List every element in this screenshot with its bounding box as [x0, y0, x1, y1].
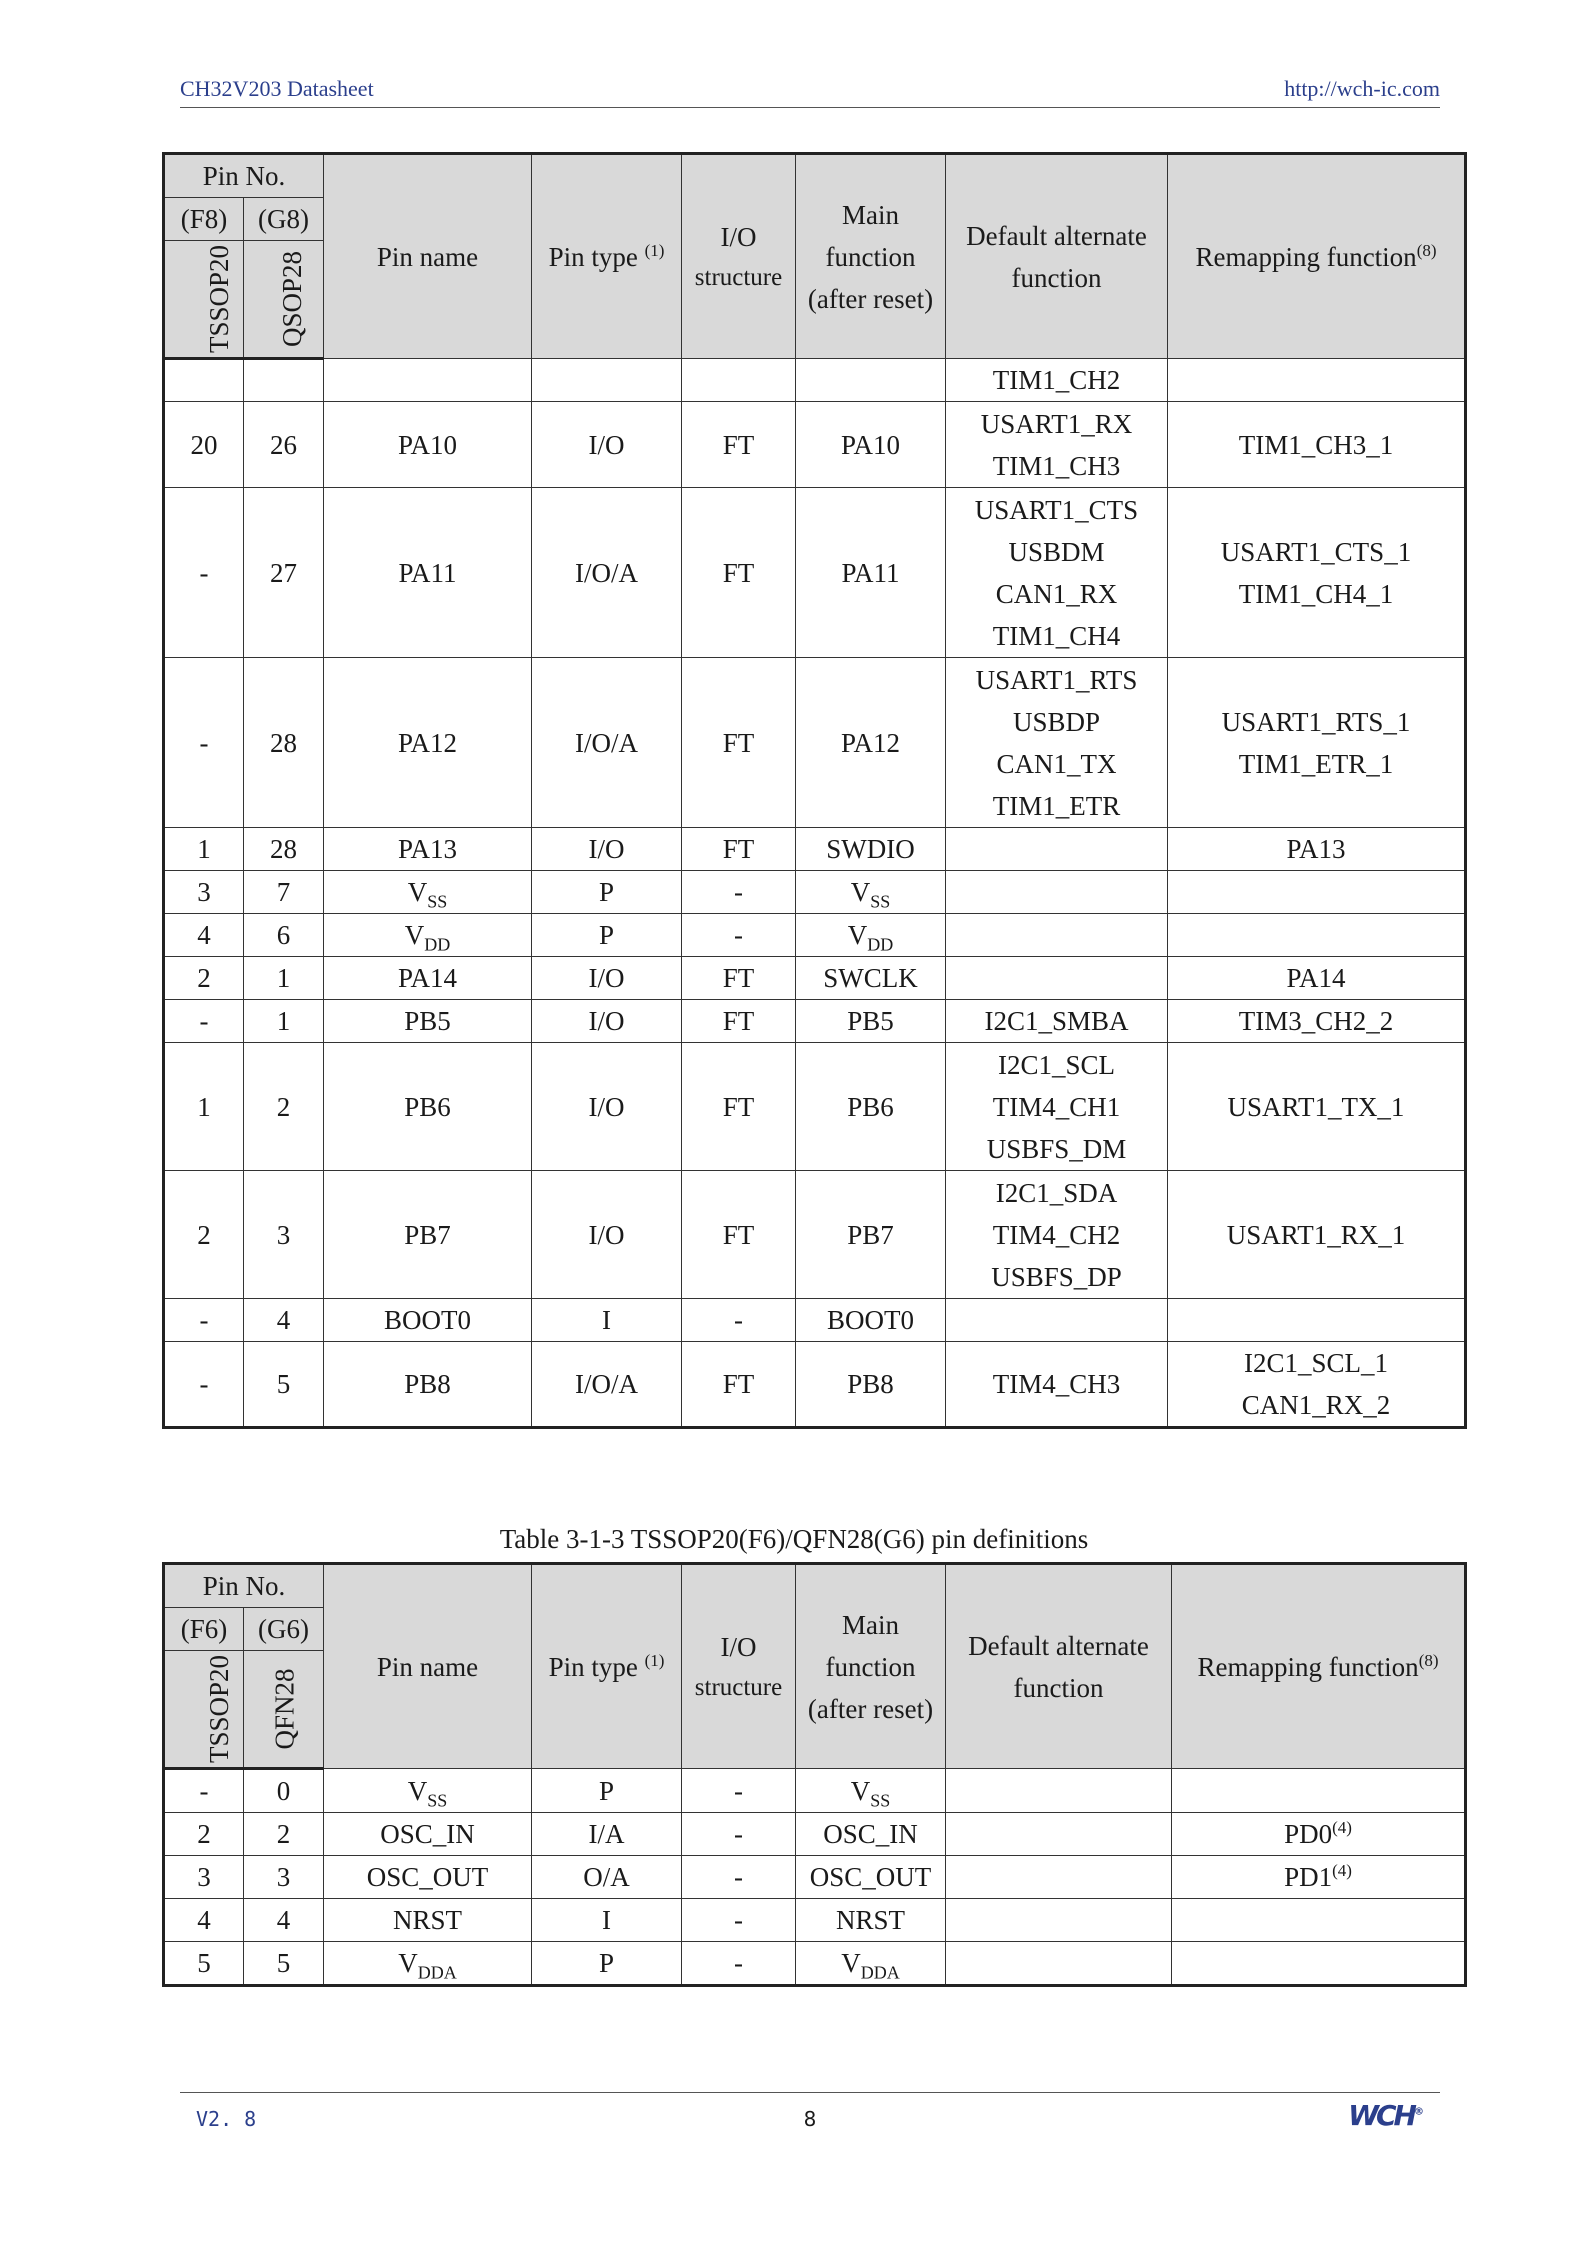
remapping-function [1172, 1769, 1466, 1813]
header-default-alternate: Default alternate function [946, 1564, 1172, 1769]
io-structure: FT [682, 402, 796, 488]
main-function: OSC_IN [796, 1813, 946, 1856]
table-row [164, 1813, 1466, 1856]
pin-no-b: 6 [244, 914, 324, 957]
header-io-structure: I/O structure [682, 154, 796, 359]
pin-no-b: 28 [244, 658, 324, 828]
main-function: PA10 [796, 402, 946, 488]
pin-type: I/O [532, 1043, 682, 1171]
main-function: $V_{DD}$ [796, 914, 946, 957]
pin-type: I/O/A [532, 1342, 682, 1428]
pin-type: I/O [532, 1171, 682, 1299]
table-header [164, 1564, 1466, 1769]
table-body [164, 359, 1466, 1428]
pin-no-b: 7 [244, 871, 324, 914]
io-structure: - [682, 1299, 796, 1342]
header-package-b-name: QSOP28 [244, 241, 324, 359]
io-structure [682, 359, 796, 402]
pin-name: $V_{DD}$ [324, 914, 532, 957]
pin-type: I [532, 1899, 682, 1942]
default-alternate-function [946, 1856, 1172, 1899]
io-structure: FT [682, 1043, 796, 1171]
header-pin-no: Pin No. [164, 154, 324, 198]
pin-name: OSC_OUT [324, 1856, 532, 1899]
pin-no-b [244, 359, 324, 402]
pin-type: I/A [532, 1813, 682, 1856]
version-label: V2. 8 [196, 2107, 257, 2131]
remapping-function: USART1_CTS_1 TIM1_CH4_1 [1168, 488, 1466, 658]
pin-no-a: - [164, 1299, 244, 1342]
page-header [180, 74, 1440, 108]
main-function: $V_{SS}$ [796, 871, 946, 914]
document-title: CH32V203 Datasheet [180, 76, 374, 101]
header-pin-type: Pin type $^{(1)}$ [532, 1564, 682, 1769]
io-structure: - [682, 914, 796, 957]
pin-definitions-table-2 [162, 1562, 1467, 1987]
table-row [164, 402, 1466, 488]
table-row [164, 1342, 1466, 1428]
header-main-function: Main function (after reset) [796, 154, 946, 359]
pin-name: PB7 [324, 1171, 532, 1299]
table-row [164, 1000, 1466, 1043]
pin-no-a: 1 [164, 828, 244, 871]
table-row [164, 488, 1466, 658]
pin-name: PA14 [324, 957, 532, 1000]
remapping-function: PD1$^{(4)}$ [1172, 1856, 1466, 1899]
header-io-structure: I/O structure [682, 1564, 796, 1769]
default-alternate-function [946, 1942, 1172, 1986]
pin-name: PA13 [324, 828, 532, 871]
main-function: SWDIO [796, 828, 946, 871]
table-row [164, 1899, 1466, 1942]
table-row [164, 1942, 1466, 1986]
io-structure: - [682, 1769, 796, 1813]
pin-no-a [164, 359, 244, 402]
table-row [164, 1043, 1466, 1171]
pin-name: PB6 [324, 1043, 532, 1171]
pin-no-a: 3 [164, 1856, 244, 1899]
remapping-function: USART1_RTS_1 TIM1_ETR_1 [1168, 658, 1466, 828]
pin-name: PB5 [324, 1000, 532, 1043]
default-alternate-function [946, 828, 1168, 871]
remapping-function [1168, 359, 1466, 402]
pin-no-a: 1 [164, 1043, 244, 1171]
pin-no-a: 4 [164, 1899, 244, 1942]
pin-name: $V_{SS}$ [324, 871, 532, 914]
io-structure: FT [682, 957, 796, 1000]
pin-no-b: 3 [244, 1171, 324, 1299]
header-package-b: (G6) [244, 1608, 324, 1651]
header-remapping: Remapping function$^{(8)}$ [1168, 154, 1466, 359]
main-function: PB7 [796, 1171, 946, 1299]
pin-no-a: - [164, 1769, 244, 1813]
remapping-function [1172, 1942, 1466, 1986]
pin-no-b: 5 [244, 1342, 324, 1428]
pin-no-a: 2 [164, 957, 244, 1000]
pin-type: O/A [532, 1856, 682, 1899]
io-structure: FT [682, 1342, 796, 1428]
pin-no-a: 2 [164, 1171, 244, 1299]
pin-type: I/O/A [532, 488, 682, 658]
remapping-function: PA14 [1168, 957, 1466, 1000]
pin-type: I/O [532, 1000, 682, 1043]
header-pin-name: Pin name [324, 1564, 532, 1769]
main-function: SWCLK [796, 957, 946, 1000]
table-row [164, 957, 1466, 1000]
header-package-b: (G8) [244, 198, 324, 241]
io-structure: - [682, 1899, 796, 1942]
pin-no-b: 5 [244, 1942, 324, 1986]
pin-no-b: 4 [244, 1899, 324, 1942]
pin-type: I [532, 1299, 682, 1342]
io-structure: - [682, 1856, 796, 1899]
header-package-a-name: TSSOP20 [164, 241, 244, 359]
pin-name: PA11 [324, 488, 532, 658]
default-alternate-function [946, 1299, 1168, 1342]
table-caption: Table 3-1-3 TSSOP20(F6)/QFN28(G6) pin definitions [499, 1524, 1089, 1554]
website-url: http://wch-ic.com [1284, 76, 1440, 101]
pin-name [324, 359, 532, 402]
wch-logo: WCH® [1348, 2099, 1424, 2132]
table-header [164, 154, 1466, 359]
default-alternate-function: I2C1_SCL TIM4_CH1 USBFS_DM [946, 1043, 1168, 1171]
main-function: BOOT0 [796, 1299, 946, 1342]
table-row [164, 359, 1466, 402]
pin-no-b: 4 [244, 1299, 324, 1342]
pin-no-b: 0 [244, 1769, 324, 1813]
main-function: PA11 [796, 488, 946, 658]
pin-no-a: 4 [164, 914, 244, 957]
main-function: PA12 [796, 658, 946, 828]
table-row [164, 871, 1466, 914]
page-footer [180, 2092, 1440, 2152]
remapping-function: PA13 [1168, 828, 1466, 871]
pin-type: P [532, 914, 682, 957]
main-function: OSC_OUT [796, 1856, 946, 1899]
header-package-b-name: QFN28 [244, 1651, 324, 1769]
default-alternate-function: TIM1_CH2 [946, 359, 1168, 402]
main-function: PB5 [796, 1000, 946, 1043]
pin-type: I/O [532, 828, 682, 871]
pin-no-a: 5 [164, 1942, 244, 1986]
header-remapping: Remapping function$^{(8)}$ [1172, 1564, 1466, 1769]
pin-type [532, 359, 682, 402]
default-alternate-function [946, 957, 1168, 1000]
header-pin-no: Pin No. [164, 1564, 324, 1608]
default-alternate-function [946, 1813, 1172, 1856]
pin-type: I/O [532, 402, 682, 488]
io-structure: FT [682, 488, 796, 658]
pin-type: P [532, 871, 682, 914]
io-structure: - [682, 871, 796, 914]
pin-no-b: 28 [244, 828, 324, 871]
pin-no-a: 20 [164, 402, 244, 488]
header-package-a-name: TSSOP20 [164, 1651, 244, 1769]
pin-name: BOOT0 [324, 1299, 532, 1342]
header-package-a: (F8) [164, 198, 244, 241]
header-package-a: (F6) [164, 1608, 244, 1651]
pin-no-a: - [164, 1000, 244, 1043]
io-structure: FT [682, 1171, 796, 1299]
pin-name: PB8 [324, 1342, 532, 1428]
table-row [164, 828, 1466, 871]
io-structure: FT [682, 658, 796, 828]
table-row [164, 1769, 1466, 1813]
pin-no-a: - [164, 488, 244, 658]
default-alternate-function [946, 914, 1168, 957]
pin-no-b: 1 [244, 1000, 324, 1043]
remapping-function [1168, 914, 1466, 957]
default-alternate-function [946, 871, 1168, 914]
io-structure: FT [682, 1000, 796, 1043]
pin-type: I/O/A [532, 658, 682, 828]
pin-name: PA12 [324, 658, 532, 828]
pin-no-b: 3 [244, 1856, 324, 1899]
pin-name: PA10 [324, 402, 532, 488]
remapping-function [1168, 871, 1466, 914]
pin-no-b: 2 [244, 1813, 324, 1856]
pin-no-b: 27 [244, 488, 324, 658]
remapping-function: TIM1_CH3_1 [1168, 402, 1466, 488]
table-row [164, 658, 1466, 828]
pin-type: I/O [532, 957, 682, 1000]
remapping-function: PD0$^{(4)}$ [1172, 1813, 1466, 1856]
remapping-function: TIM3_CH2_2 [1168, 1000, 1466, 1043]
main-function [796, 359, 946, 402]
header-default-alternate: Default alternate function [946, 154, 1168, 359]
pin-name: NRST [324, 1899, 532, 1942]
pin-type: P [532, 1942, 682, 1986]
default-alternate-function [946, 1899, 1172, 1942]
remapping-function: USART1_TX_1 [1168, 1043, 1466, 1171]
default-alternate-function [946, 1769, 1172, 1813]
pin-no-a: 3 [164, 871, 244, 914]
pin-no-b: 26 [244, 402, 324, 488]
remapping-function: USART1_RX_1 [1168, 1171, 1466, 1299]
io-structure: - [682, 1813, 796, 1856]
header-pin-type: Pin type $^{(1)}$ [532, 154, 682, 359]
io-structure: - [682, 1942, 796, 1986]
io-structure: FT [682, 828, 796, 871]
pin-no-a: 2 [164, 1813, 244, 1856]
remapping-function [1172, 1899, 1466, 1942]
pin-no-a: - [164, 658, 244, 828]
pin-name: $V_{DDA}$ [324, 1942, 532, 1986]
pin-definitions-table-1 [162, 152, 1467, 1429]
table-row [164, 1171, 1466, 1299]
table-body [164, 1769, 1466, 1986]
page-number: 8 [803, 2107, 817, 2131]
default-alternate-function: TIM4_CH3 [946, 1342, 1168, 1428]
pin-no-b: 2 [244, 1043, 324, 1171]
default-alternate-function: USART1_CTS USBDM CAN1_RX TIM1_CH4 [946, 488, 1168, 658]
main-function: $V_{SS}$ [796, 1769, 946, 1813]
table-row [164, 914, 1466, 957]
default-alternate-function: USART1_RX TIM1_CH3 [946, 402, 1168, 488]
main-function: NRST [796, 1899, 946, 1942]
header-main-function: Main function (after reset) [796, 1564, 946, 1769]
pin-no-a: - [164, 1342, 244, 1428]
default-alternate-function: I2C1_SMBA [946, 1000, 1168, 1043]
header-pin-name: Pin name [324, 154, 532, 359]
main-function: $V_{DDA}$ [796, 1942, 946, 1986]
pin-name: OSC_IN [324, 1813, 532, 1856]
main-function: PB6 [796, 1043, 946, 1171]
pin-no-b: 1 [244, 957, 324, 1000]
remapping-function [1168, 1299, 1466, 1342]
default-alternate-function: I2C1_SDA TIM4_CH2 USBFS_DP [946, 1171, 1168, 1299]
pin-type: P [532, 1769, 682, 1813]
default-alternate-function: USART1_RTS USBDP CAN1_TX TIM1_ETR [946, 658, 1168, 828]
main-function: PB8 [796, 1342, 946, 1428]
table-row [164, 1856, 1466, 1899]
remapping-function: I2C1_SCL_1 CAN1_RX_2 [1168, 1342, 1466, 1428]
pin-name: $V_{SS}$ [324, 1769, 532, 1813]
table-row [164, 1299, 1466, 1342]
